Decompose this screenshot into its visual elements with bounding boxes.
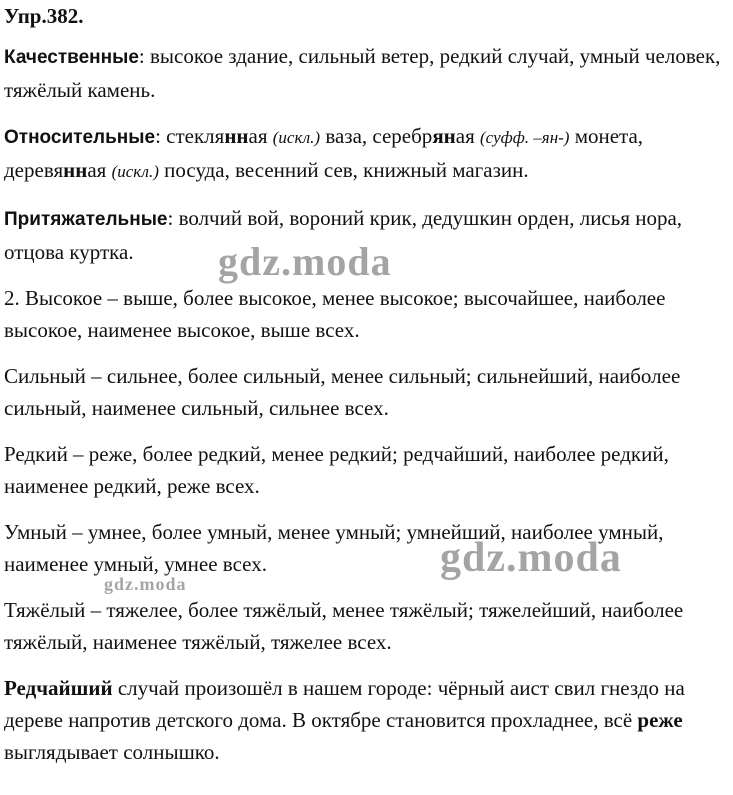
text-fragment: ая	[248, 124, 273, 148]
comparison-line: Сильный – сильнее, более сильный, менее сильный; сильнейший, наиболее сильный, наименее сильный, сильнее всех.	[4, 364, 681, 420]
text-fragment: выглядывает солнышко.	[4, 740, 220, 764]
highlight-fragment: нн	[224, 124, 249, 148]
exercise-page	[4, 2, 729, 782]
text-fragment: ваза, серебр	[320, 124, 433, 148]
exercise-title: Упр.382.	[4, 4, 84, 28]
comparison-line: Умный – умнее, более умный, менее умный; умнейший, наиболее умный, наименее умный, умнее всех.	[4, 520, 664, 576]
text-fragment: ая	[87, 158, 112, 182]
relative-label: Относительные	[4, 127, 156, 148]
text-fragment: посуда, весенний сев, книжный магазин.	[158, 158, 529, 182]
possessive-text: : волчий вой, вороний крик, дедушкин орден, лисья нора, отцова куртка.	[4, 206, 683, 264]
text-fragment: монета, деревя	[4, 124, 644, 182]
comparison-line: Тяжёлый – тяжелее, более тяжёлый, менее тяжёлый; тяжелейший, наиболее тяжёлый, наименее тяжёлый, тяжелее всех.	[4, 598, 684, 654]
qualitative-label: Качественные	[4, 47, 139, 68]
note-fragment: (искл.)	[111, 162, 159, 181]
note-fragment: (искл.)	[272, 128, 321, 147]
watermark: gdz.moda	[104, 574, 187, 594]
note-fragment: (суфф. –ян-)	[480, 128, 570, 147]
highlight-fragment: нн	[63, 158, 88, 182]
relative-paragraph	[4, 120, 729, 188]
highlight-fragment: ян	[432, 124, 456, 148]
watermark: gdz.moda	[440, 535, 622, 581]
text-fragment: : стекля	[155, 124, 225, 148]
qualitative-paragraph	[4, 40, 729, 106]
highlight-fragment: Редчайший	[4, 676, 113, 700]
comparison-line: 2. Высокое – выше, более высокое, менее высокое; высочайшее, наиболее высокое, наименее высокое, выше всех.	[4, 286, 666, 342]
text-fragment: ая	[455, 124, 481, 148]
qualitative-text: : высокое здание, сильный ветер, редкий случай, умный человек, тяжёлый камень.	[4, 44, 721, 102]
highlight-fragment: реже	[637, 708, 683, 732]
possessive-label: Притяжательные	[4, 209, 168, 230]
comparison-line: Редкий – реже, более редкий, менее редкий; редчайший, наиболее редкий, наименее редкий, реже всех.	[4, 442, 669, 498]
possessive-paragraph	[4, 202, 729, 268]
final-paragraph	[4, 672, 729, 768]
watermark: gdz.moda	[218, 239, 392, 284]
text-fragment: случай произошёл в нашем городе: чёрный аист свил гнездо на дереве напротив детского дома. В октябре становится прохладнее, всё	[4, 676, 685, 732]
